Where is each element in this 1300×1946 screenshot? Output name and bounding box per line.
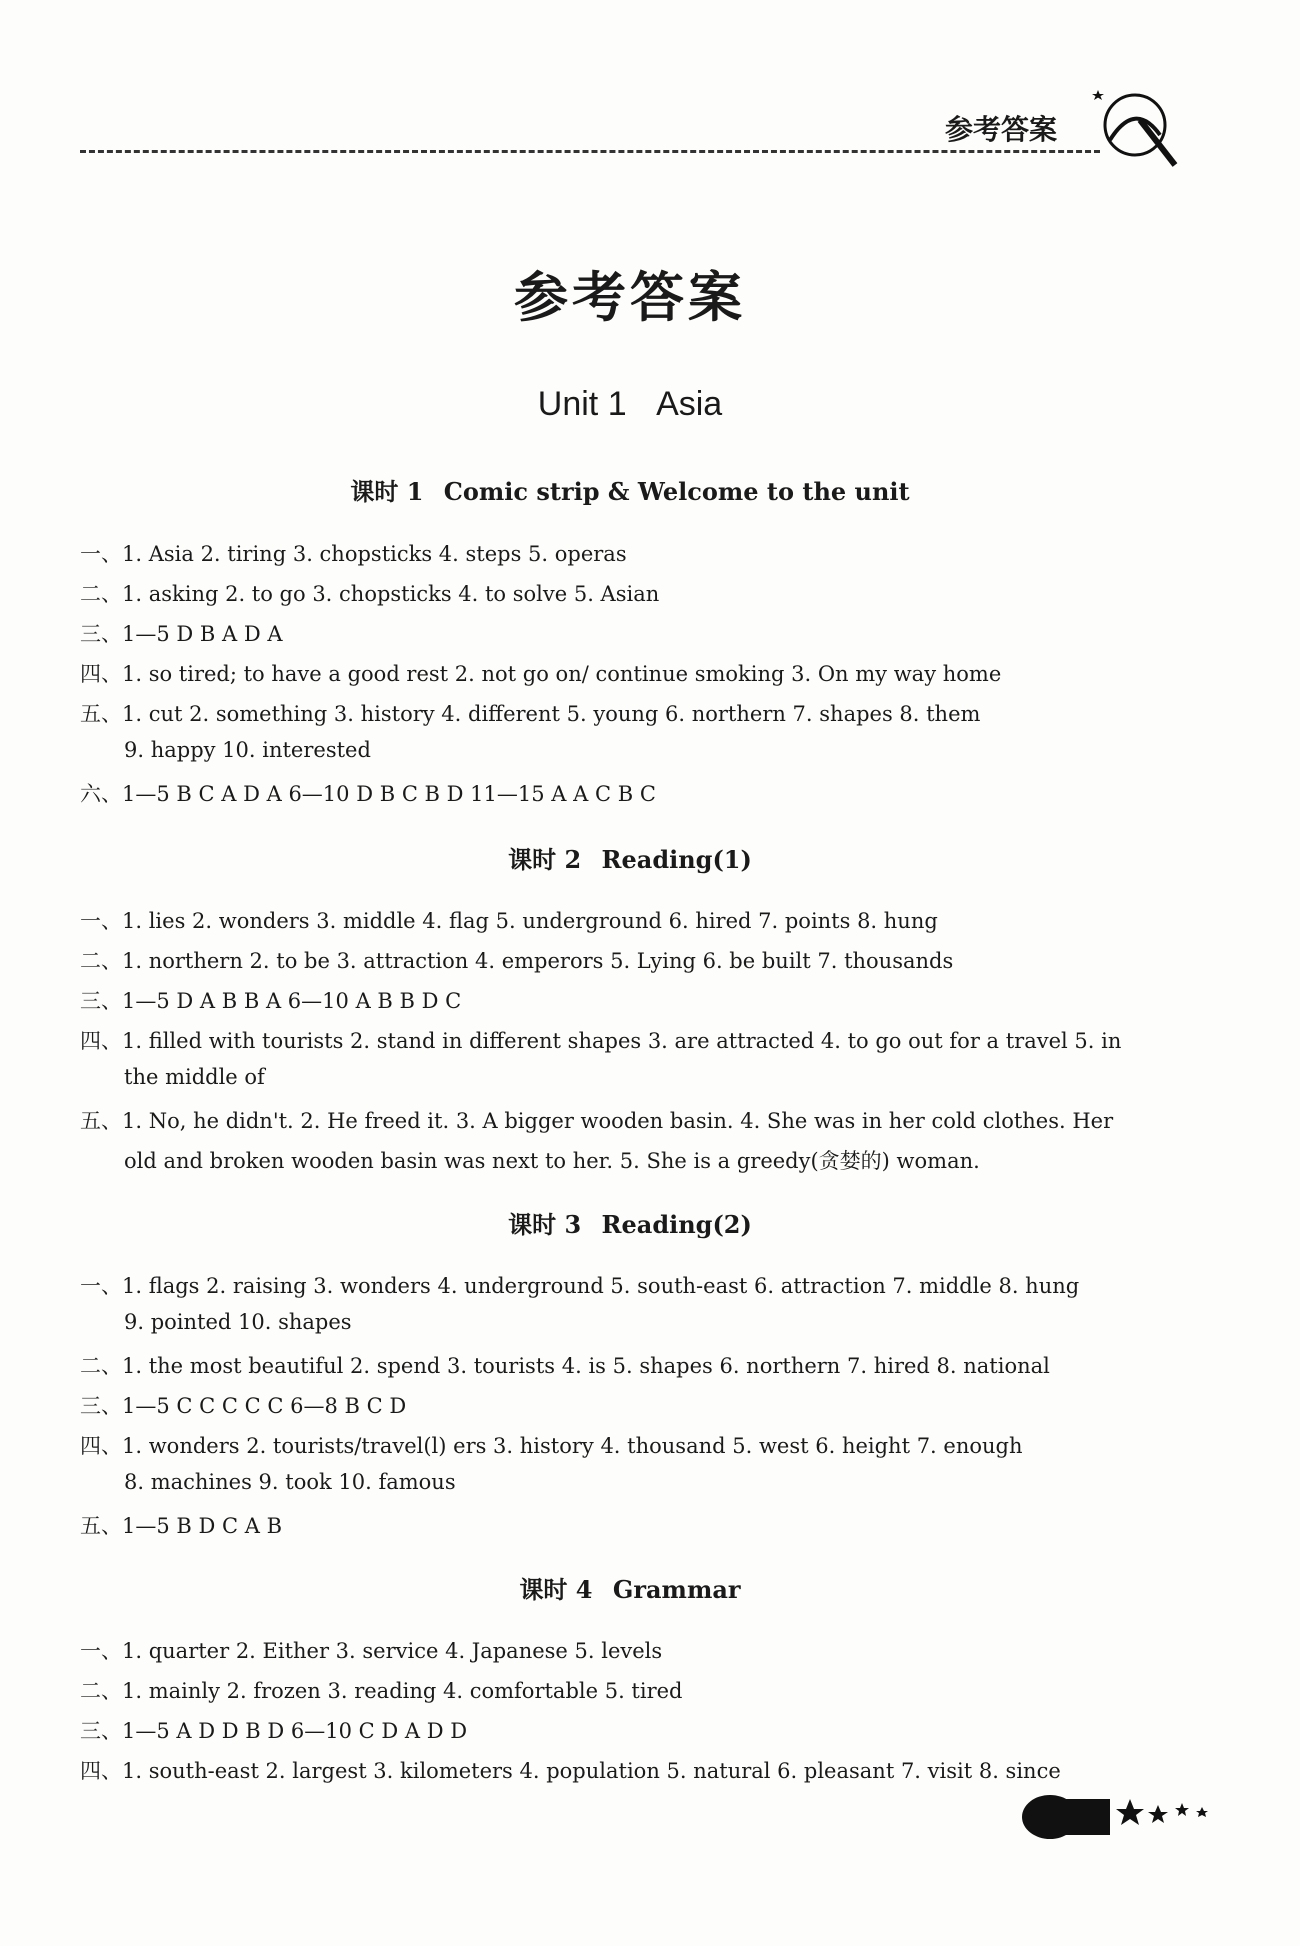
answer-line: 三、1—5 A D D B D 6—10 C D A D D (80, 1719, 468, 1743)
answer-line: 五、1—5 B D C A B (80, 1514, 283, 1538)
lesson-label: 课时 2 (508, 845, 582, 874)
unit-topic: Asia (656, 385, 723, 423)
lesson-title: Comic strip & Welcome to the unit (443, 477, 910, 506)
answer-line: 三、1—5 D B A D A (80, 622, 283, 646)
answer-line: 一、1. quarter 2. Either 3. service 4. Japanese 5. levels (80, 1639, 663, 1663)
section-heading (0, 1205, 1260, 1240)
wizard-hat-icon (1080, 80, 1180, 170)
answer-line: 一、1. flags 2. raising 3. wonders 4. underground 5. south-east 6. attraction 7. middle 8. hung (80, 1274, 1080, 1298)
page-title: 参考答案 (514, 266, 746, 329)
section-heading (0, 840, 1260, 875)
header-label: 参考答案 (945, 113, 1058, 146)
stars-decoration-icon (1020, 1785, 1220, 1845)
lesson-label: 课时 3 (508, 1210, 582, 1239)
answer-line: the middle of (124, 1065, 265, 1089)
lesson-title: Reading(2) (601, 1210, 752, 1239)
answer-line: 五、1. No, he didn't. 2. He freed it. 3. A bigger wooden basin. 4. She was in her cold clothes. Her (80, 1109, 1114, 1133)
unit-title (0, 385, 1260, 424)
answer-line: 三、1—5 D A B B A 6—10 A B B D C (80, 989, 462, 1013)
answer-line: 四、1. south-east 2. largest 3. kilometers 4. population 5. natural 6. pleasant 7. visit 8. since (80, 1759, 1061, 1783)
answer-line: 一、1. lies 2. wonders 3. middle 4. flag 5. underground 6. hired 7. points 8. hung (80, 909, 938, 933)
answer-line: 二、1. asking 2. to go 3. chopsticks 4. to solve 5. Asian (80, 582, 660, 606)
lesson-label: 课时 1 (350, 477, 424, 506)
answer-line: 二、1. mainly 2. frozen 3. reading 4. comfortable 5. tired (80, 1679, 683, 1703)
answer-line: 四、1. so tired; to have a good rest 2. not go on/ continue smoking 3. On my way home (80, 662, 1002, 686)
lesson-label: 课时 4 (519, 1575, 593, 1604)
lesson-title: Grammar (612, 1575, 741, 1604)
unit-name: Unit 1 (537, 385, 627, 423)
answer-line: 8. machines 9. took 10. famous (124, 1470, 456, 1494)
answer-line: 四、1. wonders 2. tourists/travel(l) ers 3. history 4. thousand 5. west 6. height 7. enough (80, 1434, 1023, 1458)
answer-line: 六、1—5 B C A D A 6—10 D B C B D 11—15 A A C B C (80, 782, 656, 806)
section-heading (0, 1570, 1260, 1605)
answer-line: 9. happy 10. interested (124, 738, 371, 762)
answer-line: 二、1. northern 2. to be 3. attraction 4. emperors 5. Lying 6. be built 7. thousands (80, 949, 954, 973)
answer-line: 三、1—5 C C C C C 6—8 B C D (80, 1394, 407, 1418)
answer-line: 9. pointed 10. shapes (124, 1310, 352, 1334)
lesson-title: Reading(1) (601, 845, 752, 874)
answer-line: 四、1. filled with tourists 2. stand in different shapes 3. are attracted 4. to go out for a travel 5. in (80, 1029, 1122, 1053)
answer-line: 一、1. Asia 2. tiring 3. chopsticks 4. steps 5. operas (80, 542, 627, 566)
section-heading (0, 472, 1260, 507)
header-divider (80, 150, 1100, 153)
answer-line: 五、1. cut 2. something 3. history 4. different 5. young 6. northern 7. shapes 8. them (80, 702, 981, 726)
answer-line: old and broken wooden basin was next to her. 5. She is a greedy(贪婪的) woman. (124, 1149, 980, 1173)
answer-line: 二、1. the most beautiful 2. spend 3. tourists 4. is 5. shapes 6. northern 7. hired 8. national (80, 1354, 1050, 1378)
